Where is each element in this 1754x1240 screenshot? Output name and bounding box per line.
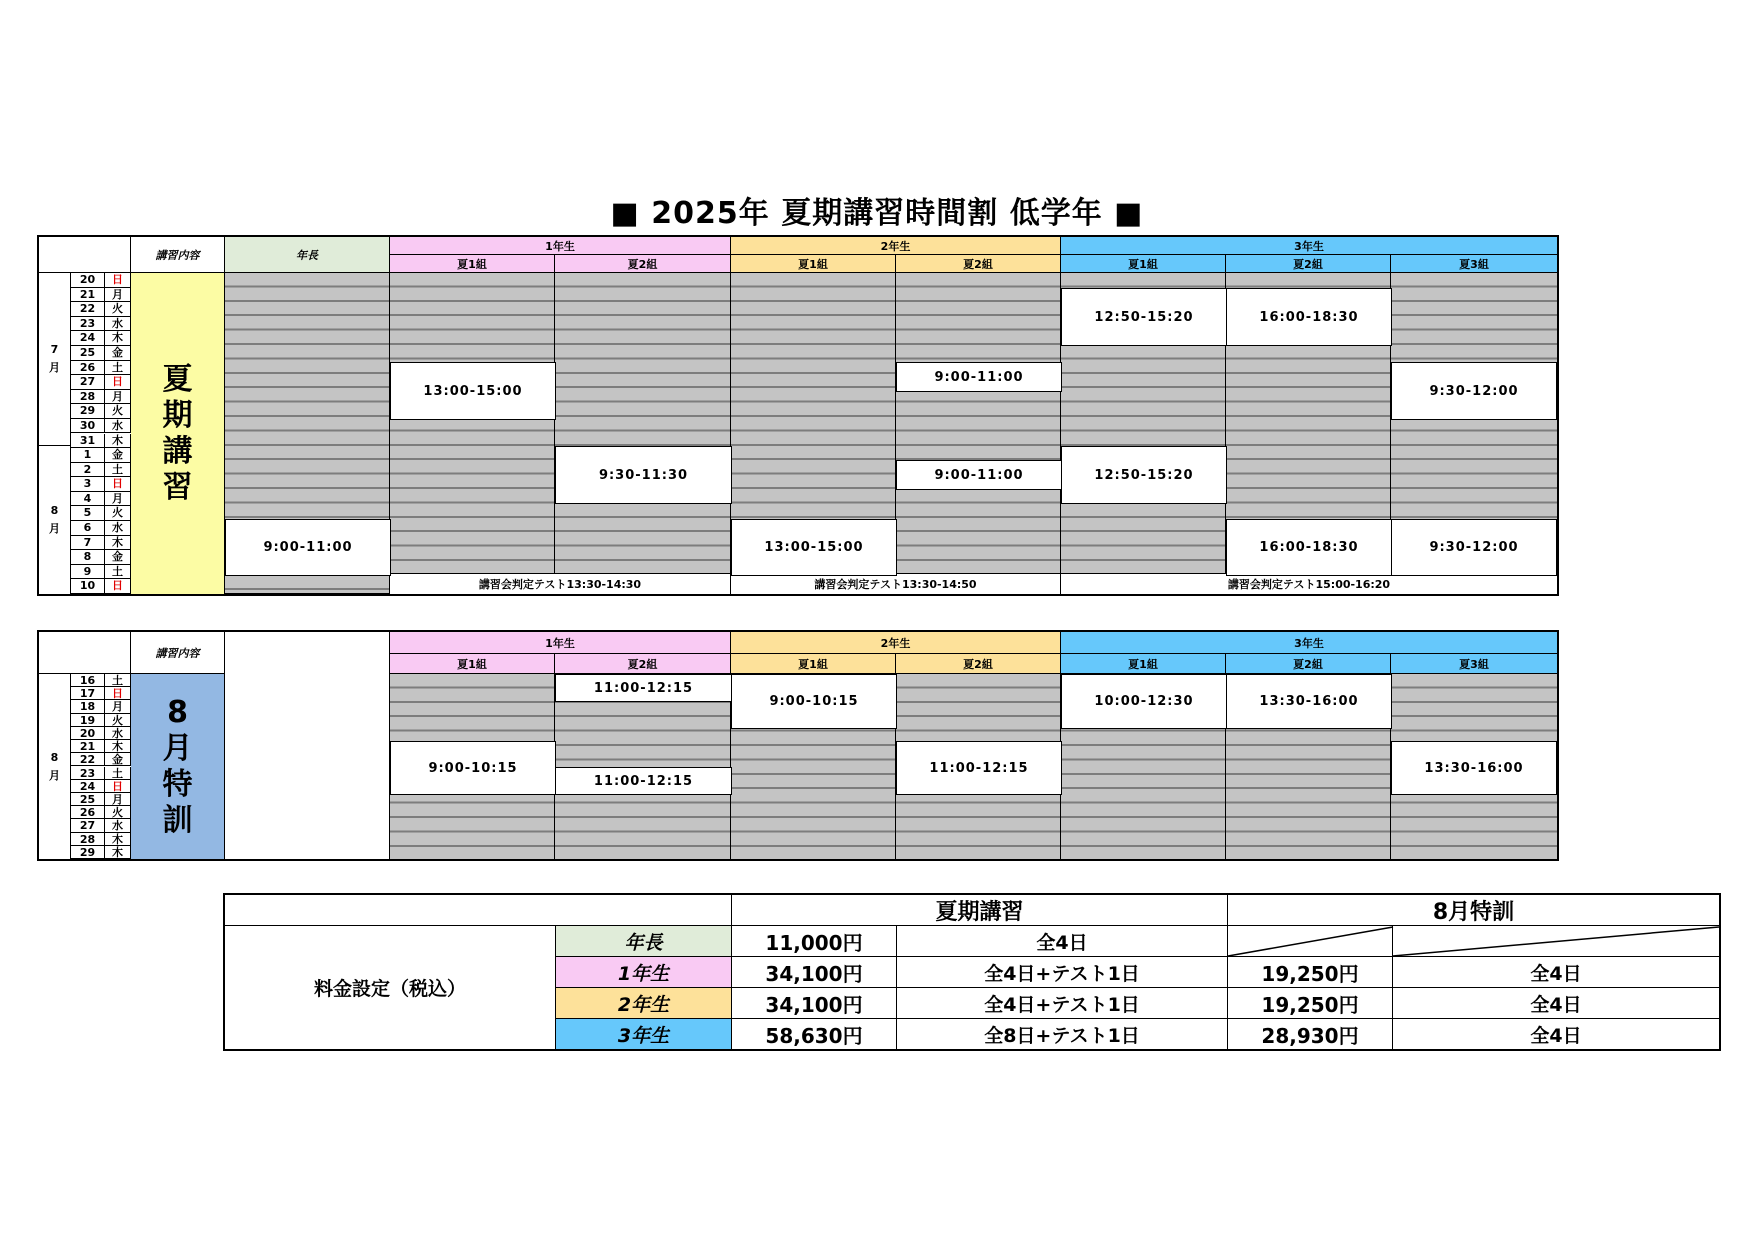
slot-g3c2: 13:30-16:00 [1226, 674, 1392, 729]
slot-g1c1-july: 13:00-15:00 [390, 362, 556, 420]
fee-label: 料金設定（税込） [225, 926, 556, 1049]
august-course-title [131, 674, 225, 859]
month-august [39, 674, 71, 859]
day-weekday: 日 [105, 477, 131, 492]
slot-g3c2-july: 16:00-18:30 [1226, 288, 1392, 346]
day-weekday: 水 [105, 419, 131, 434]
fee-summer-desc: 全4日+テスト1日 [897, 957, 1228, 988]
fee-summer-desc: 全4日+テスト1日 [897, 988, 1228, 1019]
day-weekday: 日 [105, 579, 131, 594]
slot-g1c1: 9:00-10:15 [390, 741, 556, 795]
header-grade2: 2年生 [731, 237, 1061, 255]
day-weekday: 金 [105, 550, 131, 565]
day-weekday: 水 [105, 521, 131, 536]
day-weekday: 水 [105, 317, 131, 332]
month-aug-unit: 月 [49, 522, 60, 535]
day-number: 5 [71, 506, 105, 521]
day-number: 29 [71, 846, 105, 859]
day-weekday: 日 [105, 273, 131, 288]
august-title-char: 8 [167, 694, 188, 730]
fee-table [223, 893, 1721, 1051]
day-weekday: 金 [105, 448, 131, 463]
fee-summer-desc: 全8日+テスト1日 [897, 1019, 1228, 1049]
day-number: 19 [71, 714, 105, 727]
fee-empty-diagonal [1228, 926, 1719, 957]
header-g2-class2: 夏2組 [896, 654, 1061, 674]
day-number: 22 [71, 302, 105, 317]
day-number: 25 [71, 793, 105, 806]
day-weekday: 火 [105, 506, 131, 521]
day-weekday: 火 [105, 404, 131, 419]
day-weekday: 土 [105, 565, 131, 580]
day-weekday: 日 [105, 687, 131, 700]
month-july-unit: 月 [49, 361, 60, 374]
day-number: 23 [71, 317, 105, 332]
diagonal-line [1393, 927, 1719, 956]
day-number: 3 [71, 477, 105, 492]
day-number: 25 [71, 346, 105, 361]
day-number: 2 [71, 463, 105, 478]
slot-g2c2: 11:00-12:15 [896, 741, 1062, 795]
header-course: 講習内容 [131, 237, 225, 273]
test-grade1: 講習会判定テスト13:30-14:30 [390, 574, 731, 594]
day-weekday: 木 [105, 331, 131, 346]
day-weekday: 木 [105, 536, 131, 551]
day-weekday: 月 [105, 793, 131, 806]
day-number: 18 [71, 700, 105, 713]
slot-g3c2-aug: 16:00-18:30 [1226, 519, 1392, 576]
day-number: 22 [71, 753, 105, 766]
day-number: 29 [71, 404, 105, 419]
day-weekday: 日 [105, 375, 131, 390]
day-number: 26 [71, 806, 105, 819]
day-number: 7 [71, 536, 105, 551]
day-number: 24 [71, 780, 105, 793]
header-g3-class1: 夏1組 [1061, 255, 1226, 273]
slot-g3c1: 10:00-12:30 [1061, 674, 1227, 729]
fee-summer-price: 11,000円 [732, 926, 897, 957]
day-number: 20 [71, 273, 105, 288]
header-blank [39, 237, 131, 273]
month-aug-unit: 月 [49, 768, 60, 782]
day-weekday: 火 [105, 302, 131, 317]
day-weekday: 月 [105, 288, 131, 303]
day-weekday: 火 [105, 806, 131, 819]
summer-title-char: 夏 [162, 361, 193, 397]
day-number: 28 [71, 390, 105, 405]
summer-title-char: 講 [162, 433, 193, 469]
header-g2-class1: 夏1組 [731, 654, 896, 674]
fee-header-august: 8月特訓 [1228, 895, 1719, 926]
month-july [39, 273, 71, 446]
day-weekday: 土 [105, 674, 131, 687]
fee-august-price: 28,930円 [1228, 1019, 1393, 1049]
month-august [39, 446, 71, 594]
summer-schedule-table [37, 235, 1559, 596]
header-g3-class3: 夏3組 [1391, 654, 1557, 674]
month-aug-number: 8 [50, 504, 59, 517]
header-grade1: 1年生 [390, 632, 731, 654]
header-blank [39, 632, 131, 674]
august-title-char: 特 [162, 766, 193, 802]
page-title: ■ 2025年 夏期講習時間割 低学年 ■ [610, 196, 1144, 231]
fee-grade: 2年生 [556, 988, 732, 1019]
header-g2-class1: 夏1組 [731, 255, 896, 273]
summer-title-char: 習 [162, 469, 193, 505]
fee-august-price: 19,250円 [1228, 957, 1393, 988]
fee-august-desc: 全4日 [1530, 1024, 1582, 1047]
diagonal-line [1228, 927, 1393, 956]
header-g3-class2: 夏2組 [1226, 255, 1391, 273]
test-grade3: 講習会判定テスト15:00-16:20 [1227, 578, 1391, 591]
day-weekday: 木 [105, 846, 131, 859]
day-number: 20 [71, 727, 105, 740]
header-g1-class1: 夏1組 [390, 255, 555, 273]
day-number: 9 [71, 565, 105, 580]
slot-g1c2-a: 11:00-12:15 [555, 674, 732, 702]
slot-nencho-aug: 9:00-11:00 [225, 519, 391, 576]
day-weekday: 月 [105, 492, 131, 507]
fee-grade: 1年生 [556, 957, 732, 988]
day-weekday: 月 [105, 700, 131, 713]
test-grade2: 講習会判定テスト13:30-14:50 [731, 574, 1061, 594]
col-g1c2 [555, 273, 731, 574]
slot-g2c2-july: 9:00-11:00 [896, 362, 1062, 392]
slot-g3c1-july: 12:50-15:20 [1061, 288, 1227, 346]
august-title-char: 月 [162, 730, 193, 766]
day-number: 10 [71, 579, 105, 594]
day-weekday: 水 [105, 727, 131, 740]
day-number: 30 [71, 419, 105, 434]
fee-summer-price: 34,100円 [732, 957, 897, 988]
day-weekday: 木 [105, 740, 131, 753]
day-weekday: 木 [105, 833, 131, 846]
slot-g3c3: 13:30-16:00 [1391, 741, 1557, 795]
fee-august-desc: 全4日 [1393, 957, 1719, 988]
header-g2-class2: 夏2組 [896, 255, 1061, 273]
day-number: 4 [71, 492, 105, 507]
summer-title-char: 期 [162, 397, 193, 433]
fee-grade: 年長 [556, 926, 732, 957]
header-g1-class1: 夏1組 [390, 654, 555, 674]
header-g1-class2: 夏2組 [555, 654, 731, 674]
summer-course-title [131, 273, 225, 594]
header-g3-class1: 夏1組 [1061, 654, 1226, 674]
day-weekday: 水 [105, 819, 131, 832]
slot-g1c2-b: 11:00-12:15 [555, 767, 732, 795]
day-weekday: 金 [105, 346, 131, 361]
day-weekday: 土 [105, 463, 131, 478]
day-number: 16 [71, 674, 105, 687]
fee-summer-desc: 全4日 [897, 926, 1228, 957]
month-july-number: 7 [50, 343, 59, 356]
day-weekday: 木 [105, 434, 131, 449]
slot-g3c1-aug: 12:50-15:20 [1061, 446, 1227, 504]
header-grade2: 2年生 [731, 632, 1061, 654]
fee-august-desc: 全4日 [1393, 988, 1719, 1019]
day-number: 1 [71, 448, 105, 463]
day-weekday: 金 [105, 753, 131, 766]
header-g1-class2: 夏2組 [555, 255, 731, 273]
header-grade1: 1年生 [390, 237, 731, 255]
day-number: 8 [71, 550, 105, 565]
slot-g2c1: 9:00-10:15 [731, 674, 897, 729]
day-weekday: 火 [105, 714, 131, 727]
day-number: 23 [71, 767, 105, 780]
day-number: 28 [71, 833, 105, 846]
day-weekday: 月 [105, 390, 131, 405]
day-number: 26 [71, 361, 105, 376]
header-nencho: 年長 [225, 237, 390, 273]
header-course: 講習内容 [131, 632, 225, 674]
fee-summer-price: 34,100円 [732, 988, 897, 1019]
slot-g3c3-aug: 9:30-12:00 [1391, 519, 1557, 576]
day-weekday: 土 [105, 767, 131, 780]
fee-august-price: 19,250円 [1228, 988, 1393, 1019]
col-g2c2 [896, 273, 1061, 574]
day-number: 6 [71, 521, 105, 536]
day-number: 21 [71, 740, 105, 753]
august-title-char: 訓 [162, 802, 193, 838]
fee-header-blank [225, 895, 732, 926]
day-number: 21 [71, 288, 105, 303]
day-number: 24 [71, 331, 105, 346]
day-weekday: 土 [105, 361, 131, 376]
august-schedule-table [37, 630, 1559, 861]
day-number: 27 [71, 819, 105, 832]
header-g3-class2: 夏2組 [1226, 654, 1391, 674]
fee-header-summer: 夏期講習 [732, 895, 1228, 926]
day-number: 31 [71, 434, 105, 449]
day-number: 17 [71, 687, 105, 700]
fee-grade: 3年生 [556, 1019, 732, 1049]
col-nencho-empty [225, 632, 390, 859]
header-grade3: 3年生 [1061, 632, 1557, 654]
day-number: 27 [71, 375, 105, 390]
slot-g3c3-july: 9:30-12:00 [1391, 362, 1557, 420]
day-weekday: 日 [105, 780, 131, 793]
month-aug-number: 8 [50, 750, 59, 764]
slot-g1c2-aug: 9:30-11:30 [555, 446, 732, 504]
header-grade3: 3年生 [1061, 237, 1557, 255]
slot-g2c1-aug: 13:00-15:00 [731, 519, 897, 576]
slot-g2c2-aug: 9:00-11:00 [896, 460, 1062, 490]
col-g1c1 [390, 273, 555, 574]
header-g3-class3: 夏3組 [1391, 255, 1557, 273]
fee-summer-price: 58,630円 [732, 1019, 897, 1049]
